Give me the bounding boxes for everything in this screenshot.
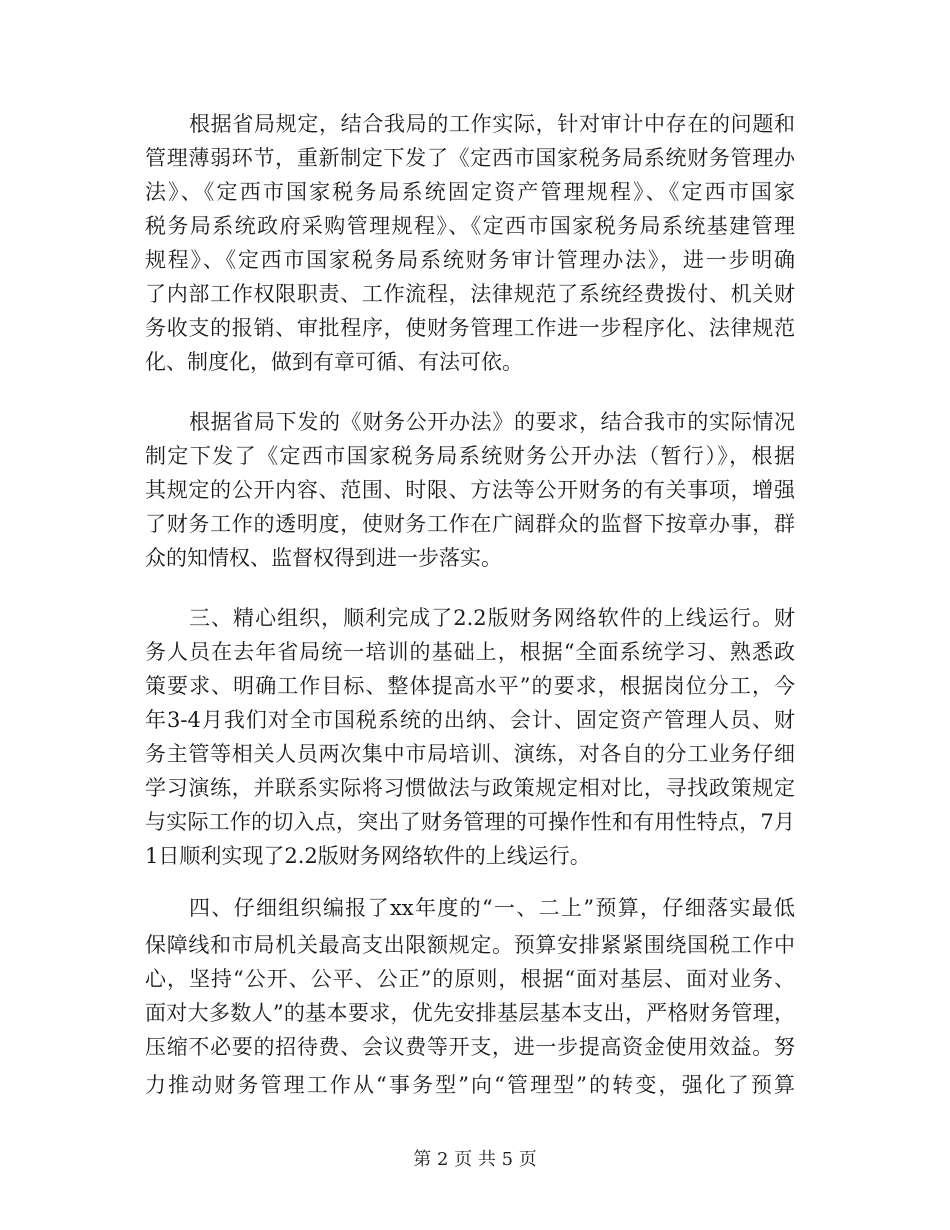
paragraph-line: 众的知情权、监督权得到进一步落实。	[145, 546, 502, 570]
paragraph-line: 了内部工作权限职责、工作流程，法律规范了系统经费拨付、机关财	[145, 282, 795, 306]
paragraph-line: 务人员在去年省局统一培训的基础上，根据“全面系统学习、熟悉政	[145, 640, 795, 664]
paragraph-line: 税务局系统政府采购管理规程》、《定西市国家税务局系统基建管理	[145, 214, 795, 238]
paragraph-line: 策要求、明确工作目标、整体提高水平”的要求，根据岗位分工，今	[145, 674, 795, 698]
paragraph-line: 压缩不必要的招待费、会议费等开支，进一步提高资金使用效益。努	[145, 1035, 795, 1059]
paragraph-line: 与实际工作的切入点，突出了财务管理的可操作性和有用性特点，7月	[145, 810, 795, 834]
paragraph-line: 法》、《定西市国家税务局系统固定资产管理规程》、《定西市国家	[145, 180, 795, 204]
paragraph-line: 根据省局下发的《财务公开办法》的要求，结合我市的实际情况	[189, 410, 795, 434]
paragraph-line: 务收支的报销、审批程序，使财务管理工作进一步程序化、法律规范	[145, 316, 795, 340]
paragraph-line: 1日顺利实现了2.2版财务网络软件的上线运行。	[145, 844, 591, 868]
paragraph-line: 根据省局规定，结合我局的工作实际，针对审计中存在的问题和	[189, 112, 795, 136]
paragraph-line: 心，坚持“公开、公平、公正”的原则，根据“面对基层、面对业务、	[145, 967, 795, 991]
paragraph-line: 四、仔细组织编报了xx年度的“一、二上”预算，仔细落实最低	[189, 896, 795, 920]
paragraph-line: 保障线和市局机关最高支出限额规定。预算安排紧紧围绕国税工作中	[145, 933, 795, 957]
paragraph-line: 了财务工作的透明度，使财务工作在广阔群众的监督下按章办事，群	[145, 512, 795, 536]
paragraph-line: 其规定的公开内容、范围、时限、方法等公开财务的有关事项，增强	[145, 478, 795, 502]
paragraph-line: 学习演练，并联系实际将习惯做法与政策规定相对比，寻找政策规定	[145, 776, 795, 800]
paragraph-line: 力推动财务管理工作从“事务型”向“管理型”的转变，强化了预算	[145, 1073, 795, 1097]
page-number: 第 2 页 共 5 页	[413, 1149, 537, 1170]
paragraph-line: 务主管等相关人员两次集中市局培训、演练，对各自的分工业务仔细	[145, 742, 795, 766]
paragraph-line: 三、精心组织，顺利完成了2.2版财务网络软件的上线运行。财	[189, 606, 795, 630]
paragraph-line: 面对大多数人”的基本要求，优先安排基层基本支出，严格财务管理，	[145, 1001, 795, 1025]
paragraph-line: 制定下发了《定西市国家税务局系统财务公开办法（暂行）》，根据	[145, 444, 795, 468]
paragraph-line: 规程》、《定西市国家税务局系统财务审计管理办法》，进一步明确	[145, 248, 795, 272]
paragraph-line: 化、制度化，做到有章可循、有法可依。	[145, 350, 523, 374]
paragraph-line: 年3-4月我们对全市国税系统的出纳、会计、固定资产管理人员、财	[145, 708, 795, 732]
paragraph-line: 管理薄弱环节，重新制定下发了《定西市国家税务局系统财务管理办	[145, 146, 795, 170]
